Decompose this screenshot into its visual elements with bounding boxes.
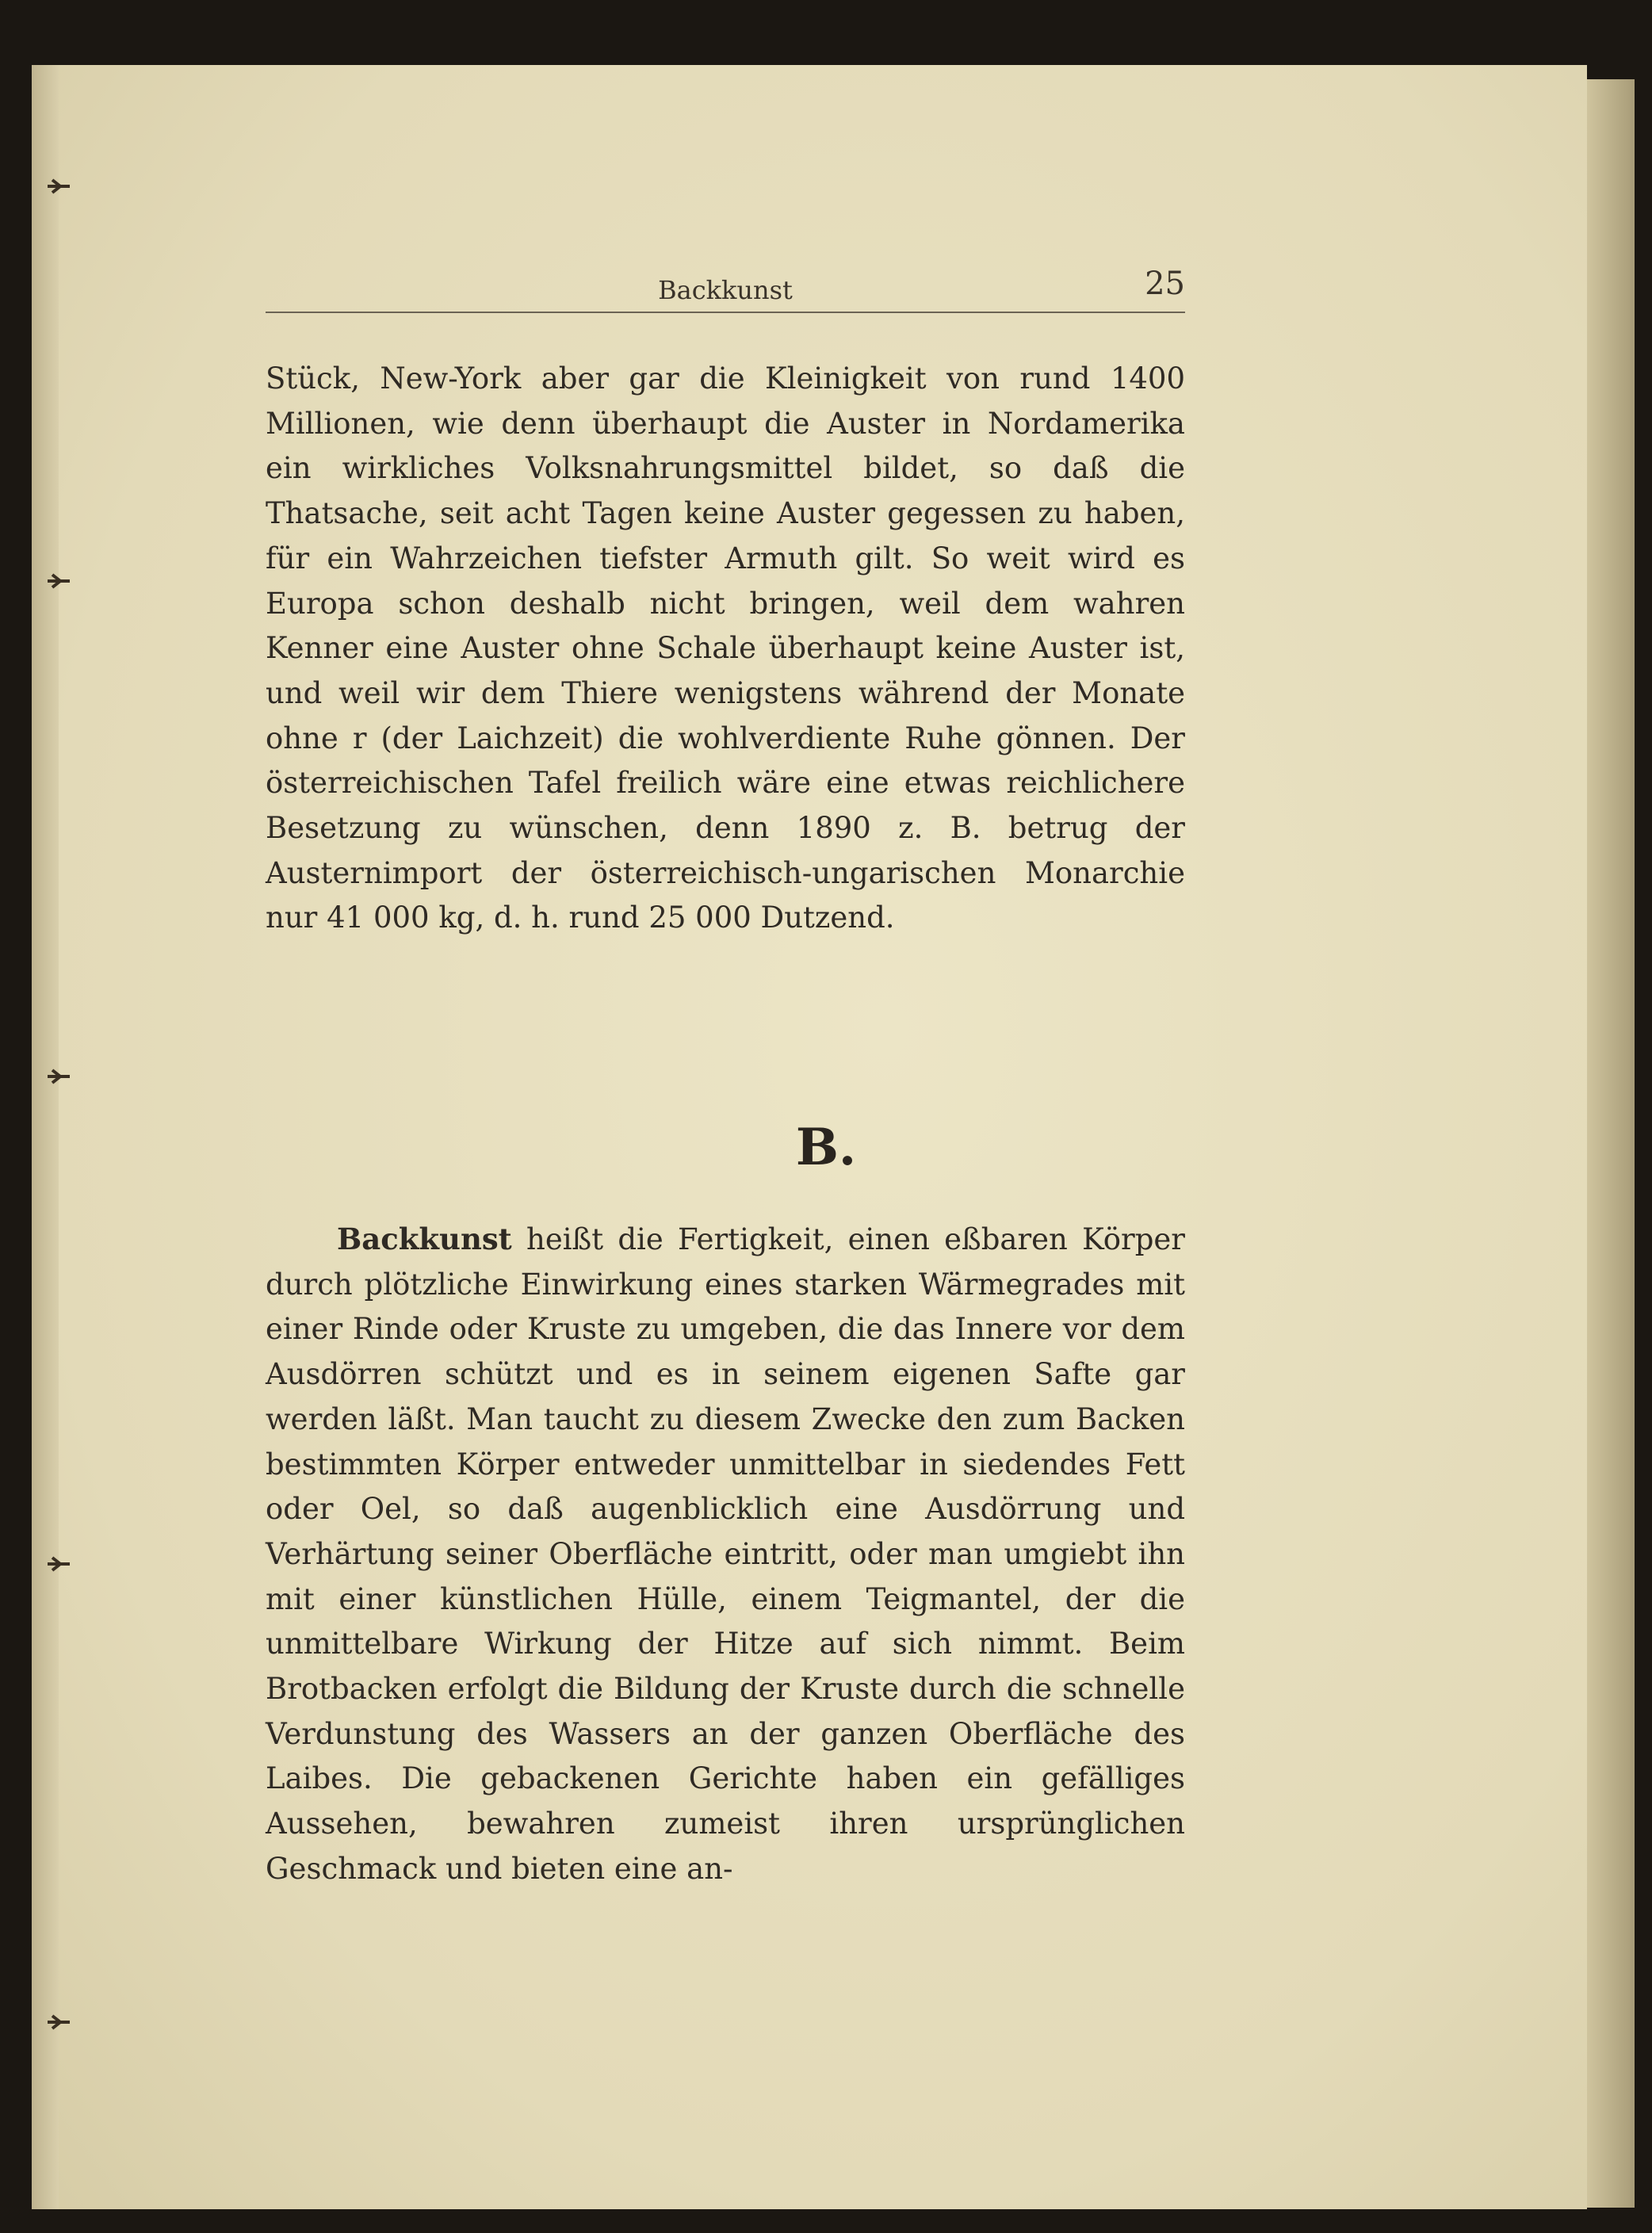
page-number: 25 [1145,266,1185,302]
header-rule [266,312,1185,313]
entry-headword: Backkunst [337,1222,512,1256]
entry-paragraph [266,1217,1185,1892]
body-paragraph: Stück, New-York aber gar die Kleinigkeit von rund 1400 Millionen, wie denn überhaupt die Auster in Nordamerika ein wirkliches Volksnahrungsmittel bildet, so daß die Thatsache, seit acht Tagen keine Auster gegessen zu haben, für ein Wahrzeichen tiefster Armuth gilt. So weit wird es Europa schon deshalb nicht bringen, weil dem wahren Kenner eine Auster ohne Schale überhaupt keine Auster ist, und weil wir dem Thiere wenigstens während der Monate ohne r (der Laichzeit) die wohlverdiente Ruhe gönnen. Der österreichischen Tafel freilich wäre eine etwas reichlichere Besetzung zu wünschen, denn 1890 z. B. betrug der Austernimport der österreichisch-ungarischen Monarchie nur 41 000 kg, d. h. rund 25 000 Dutzend. [266,361,1185,935]
section-heading: B. [795,1118,857,1177]
binding-stitch-icon [46,176,73,197]
running-head [266,266,1185,313]
binding-stitch-icon [46,1066,73,1087]
binding-stitch-icon [46,2012,73,2032]
entry-text: heißt die Fertigkeit, einen eßbaren Körper durch plötzliche Einwirkung eines starken Wärmegrades mit einer Rinde oder Kruste zu umgeben, die das Innere vor dem Ausdörren schützt und es in seinem eigenen Safte gar werden läßt. Man taucht zu diesem Zwecke den zum Backen bestimmten Körper entweder unmittelbar in siedendes Fett oder Oel, so daß augenblicklich eine Ausdörrung und Verhärtung seiner Oberfläche eintritt, oder man umgiebt ihn mit einer künstlichen Hülle, einem Teigmantel, der die unmittelbare Wirkung der Hitze auf sich nimmt. Beim Brotbacken erfolgt die Bildung der Kruste durch die schnelle Verdunstung des Wassers an der ganzen Oberfläche des Laibes. Die gebackenen Gerichte haben ein gefälliges Aussehen, bewahren zumeist ihren ursprünglichen Geschmack und bieten eine an- [266,1222,1185,1886]
running-title: Backkunst [658,275,793,305]
binding-stitch-icon [46,571,73,591]
binding-stitch-icon [46,1554,73,1574]
